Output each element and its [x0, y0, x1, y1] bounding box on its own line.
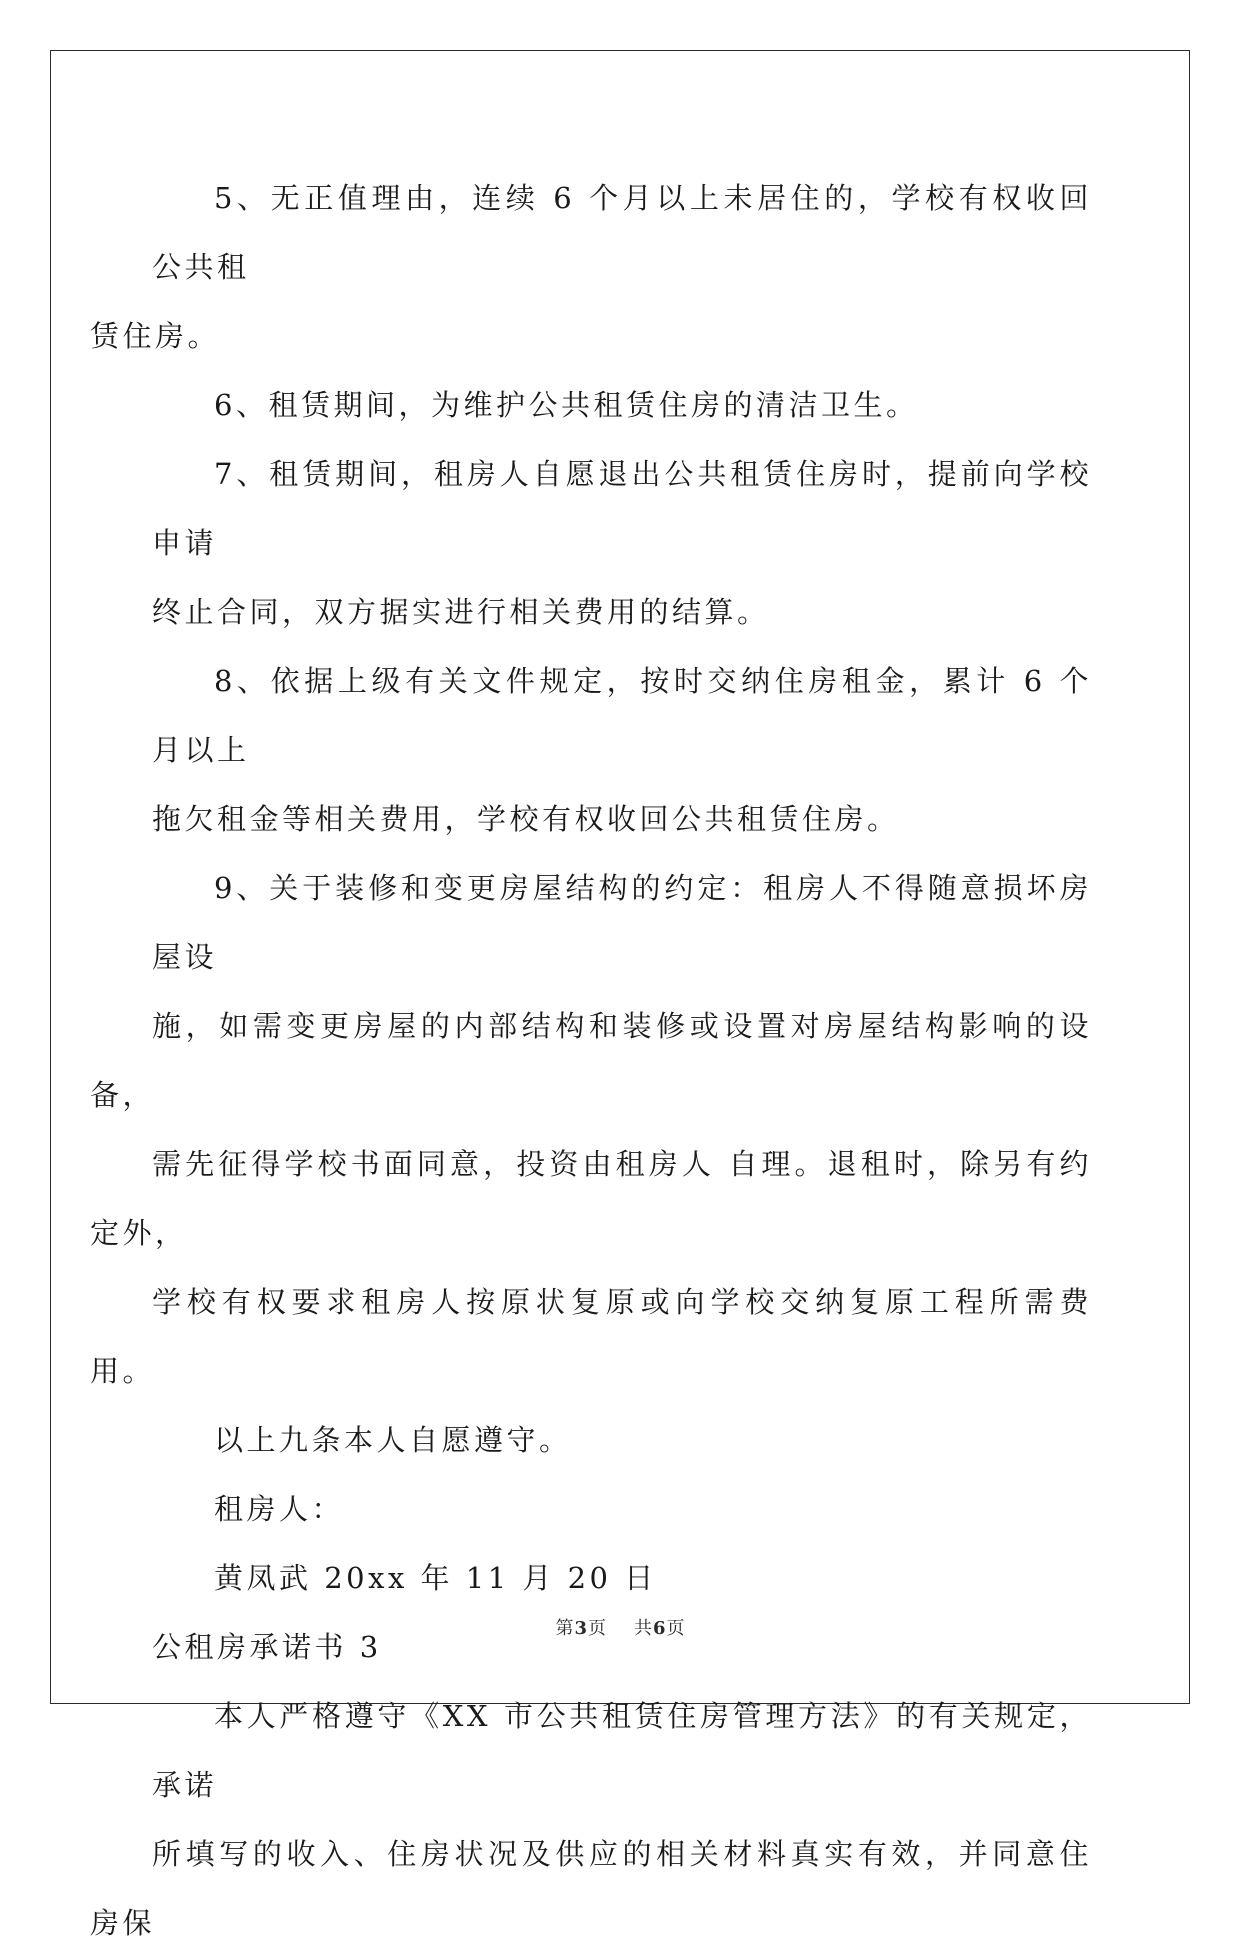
text-line: 终止合同，双方据实进行相关费用的结算。	[152, 595, 770, 629]
text-line: 拖欠租金等相关费用，学校有权收回公共租赁住房。	[152, 802, 900, 836]
paragraph-item-9	[90, 854, 1092, 1406]
text-line: 所填写的收入、住房状况及供应的相关材料真实有效，并同意住房保	[90, 1837, 1092, 1940]
text-line: 施，如需变更房屋的内部结构和装修或设置对房屋结构影响的设备，	[90, 1009, 1092, 1112]
pledge-statement	[152, 1406, 1092, 1475]
text-line: 学校有权要求租房人按原状复原或向学校交纳复原工程所需费用。	[90, 1285, 1092, 1388]
page-total: 6	[652, 1618, 667, 1639]
total-unit: 页	[666, 1618, 686, 1639]
text-line: 公租房承诺书 3	[152, 1630, 382, 1664]
text-line: 以上九条本人自愿遵守。	[214, 1423, 572, 1457]
total-prefix: 共	[633, 1618, 653, 1639]
text-line: 8、依据上级有关文件规定，按时交纳住房租金，累计 6 个月以上	[152, 664, 1092, 767]
page-current: 3	[574, 1618, 589, 1639]
text-line: 赁住房。	[90, 319, 221, 353]
page-prefix: 第	[555, 1618, 575, 1639]
text-line: 5、无正值理由，连续 6 个月以上未居住的，学校有权收回公共租	[152, 181, 1092, 284]
final-paragraph	[90, 1682, 1092, 1958]
paragraph-item-8	[152, 647, 1092, 854]
text-line: 6、租赁期间，为维护公共租赁住房的清洁卫生。	[214, 388, 919, 422]
text-line: 9、关于装修和变更房屋结构的约定：租房人不得随意损坏房屋设	[152, 871, 1092, 974]
text-line: 本人严格遵守《XX 市公共租赁住房管理方法》的有关规定，承诺	[152, 1699, 1092, 1802]
tenant-label	[152, 1475, 1092, 1544]
page-unit: 页	[588, 1618, 608, 1639]
signature-date	[152, 1544, 1092, 1613]
text-line: 需先征得学校书面同意，投资由租房人 自理。退租时，除另有约定外，	[90, 1147, 1092, 1250]
paragraph-item-7	[152, 440, 1092, 647]
paragraph-item-6	[152, 371, 1092, 440]
paragraph-item-5	[90, 164, 1092, 371]
document-body	[90, 164, 1092, 1958]
text-line: 7、租赁期间，租房人自愿退出公共租赁住房时，提前向学校申请	[152, 457, 1092, 560]
text-line: 租房人：	[214, 1492, 345, 1526]
text-line: 黄凤武 20xx 年 11 月 20 日	[214, 1561, 657, 1595]
page-footer	[0, 1614, 1241, 1640]
